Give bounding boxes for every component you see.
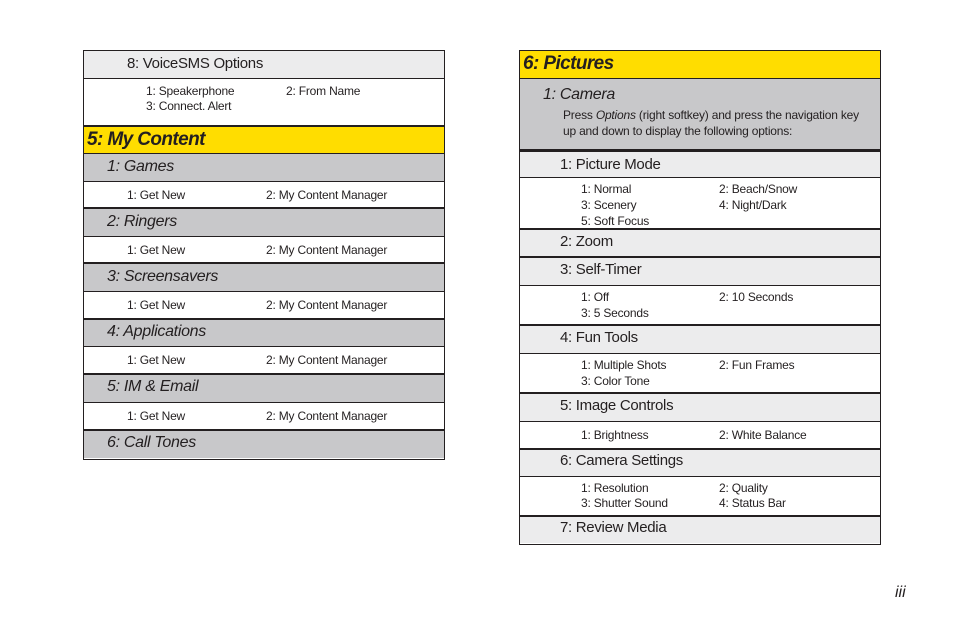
fun-tools-options xyxy=(520,354,880,394)
games-header xyxy=(84,154,444,182)
im-email-header xyxy=(84,375,444,403)
camera-settings-options xyxy=(520,477,880,517)
my-content-header xyxy=(84,125,444,154)
section-title: 4: Fun Tools xyxy=(560,329,638,346)
option: 1: Get New xyxy=(127,188,186,202)
fun-tools-header xyxy=(520,326,880,354)
voicesms-options-list xyxy=(84,79,444,125)
option: 3: Shutter Sound xyxy=(581,496,668,510)
option: 1: Normal xyxy=(581,182,632,196)
option: 2: My Content Manager xyxy=(266,353,388,367)
applications-header xyxy=(84,320,444,347)
review-media-header xyxy=(520,517,880,543)
pictures-header xyxy=(520,51,880,79)
voicesms-options-title: 8: VoiceSMS Options xyxy=(127,55,264,72)
pictures-title: 6: Pictures xyxy=(523,53,614,74)
section-title: 3: Screensavers xyxy=(107,268,219,285)
camera-settings-header xyxy=(520,450,880,477)
section-title: 5: IM & Email xyxy=(107,378,199,395)
section-title: 6: Camera Settings xyxy=(560,452,683,469)
option: 2: Beach/Snow xyxy=(719,182,798,196)
section-title: 3: Self-Timer xyxy=(560,261,642,278)
option: 2: My Content Manager xyxy=(266,298,388,312)
zoom-header xyxy=(520,230,880,258)
option: 5: Soft Focus xyxy=(581,214,650,228)
option: 3: 5 Seconds xyxy=(581,306,649,320)
camera-instructions: Press Options (right softkey) and press the navigation key up and down to display the following options: xyxy=(563,108,859,138)
option: 3: Scenery xyxy=(581,198,637,212)
option: 1: Off xyxy=(581,290,609,304)
image-controls-options xyxy=(520,422,880,450)
right-menu-table xyxy=(519,50,881,545)
option: 2: 10 Seconds xyxy=(719,290,794,304)
screensavers-header xyxy=(84,264,444,292)
section-title: 4: Applications xyxy=(107,323,206,340)
option: 1: Multiple Shots xyxy=(581,358,667,372)
camera-title: 1: Camera xyxy=(543,86,615,103)
screensavers-options xyxy=(84,292,444,320)
section-title: 2: Zoom xyxy=(560,233,613,250)
option: 2: My Content Manager xyxy=(266,188,388,202)
picture-mode-options xyxy=(520,178,880,230)
option: 2: My Content Manager xyxy=(266,243,388,257)
image-controls-header xyxy=(520,394,880,422)
picture-mode-header xyxy=(520,150,880,178)
option: 3: Color Tone xyxy=(581,374,650,388)
games-options xyxy=(84,182,444,209)
option: 1: Resolution xyxy=(581,481,649,495)
section-title: 1: Games xyxy=(107,158,174,175)
options-softkey-label: Options xyxy=(595,108,636,122)
option: 1: Get New xyxy=(127,298,186,312)
option: 2: White Balance xyxy=(719,428,807,442)
my-content-title: 5: My Content xyxy=(87,129,205,150)
option: 1: Get New xyxy=(127,243,186,257)
self-timer-options xyxy=(520,286,880,326)
section-title: 2: Ringers xyxy=(107,213,177,230)
option: 1: Get New xyxy=(127,353,186,367)
applications-options xyxy=(84,347,444,375)
option: 3: Connect. Alert xyxy=(146,99,232,113)
option: 2: From Name xyxy=(286,84,361,98)
section-title: 7: Review Media xyxy=(560,519,667,536)
camera-header xyxy=(520,79,880,150)
self-timer-header xyxy=(520,258,880,286)
option: 1: Brightness xyxy=(581,428,649,442)
im-email-options xyxy=(84,403,444,431)
option: 4: Night/Dark xyxy=(719,198,787,212)
page-number: iii xyxy=(895,584,906,601)
option: 2: Quality xyxy=(719,481,768,495)
left-menu-table xyxy=(83,50,445,460)
ringers-header xyxy=(84,209,444,237)
voicesms-options-header xyxy=(84,51,444,79)
call-tones-header xyxy=(84,431,444,458)
section-title: 5: Image Controls xyxy=(560,397,674,414)
option: 4: Status Bar xyxy=(719,496,786,510)
ringers-options xyxy=(84,237,444,264)
option: 2: Fun Frames xyxy=(719,358,795,372)
option: 2: My Content Manager xyxy=(266,409,388,423)
section-title: 1: Picture Mode xyxy=(560,156,661,173)
option: 1: Speakerphone xyxy=(146,84,235,98)
section-title: 6: Call Tones xyxy=(107,434,196,451)
option: 1: Get New xyxy=(127,409,186,423)
